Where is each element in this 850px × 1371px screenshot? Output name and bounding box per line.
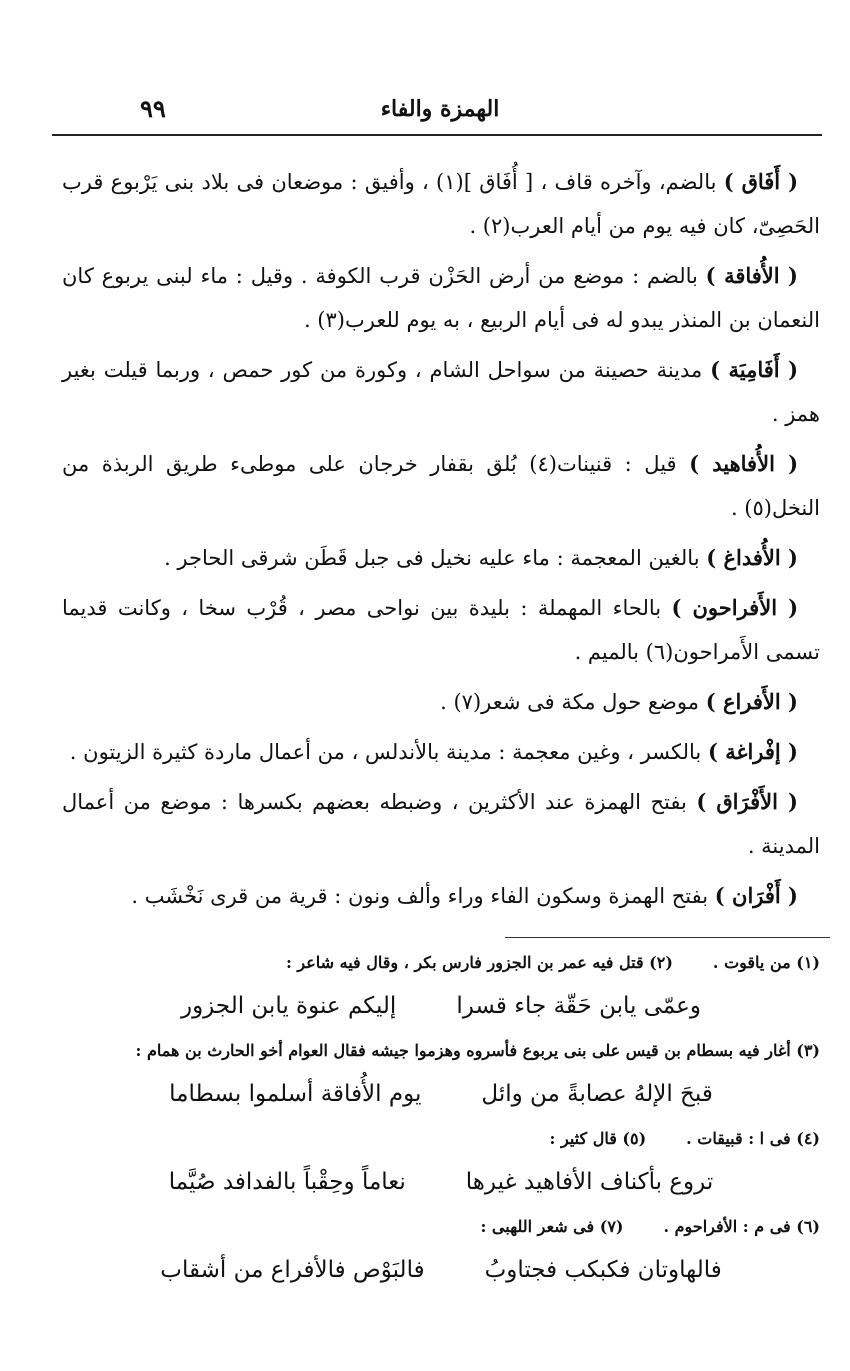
entry-text: مدينة حصينة من سواحل الشام ، وكورة من كور حمص ، وربما قيلت بغير همز . — [62, 358, 820, 426]
entry-headword: أَفَامِيَة — [728, 357, 780, 382]
footnote-4: (٤) فى ا : قبيقات . — [686, 1129, 820, 1148]
footnote-5: (٥) قال كثير : — [549, 1129, 647, 1148]
verse-hemistich: يوم الأُفاقة أسلموا بسطاما — [169, 1081, 422, 1107]
verse — [62, 980, 820, 1032]
verse-hemistich: إليكم عنوة يابن الجزور — [180, 993, 397, 1019]
verse-hemistich: فالبَوْص فالأفراع من أشقاب — [160, 1257, 425, 1283]
page-number: ٩٩ — [140, 94, 166, 123]
entry-text: قيل : قنينات(٤) بُلق بقفار خرجان على موطىء طريق الربذة من النخل(٥) . — [62, 452, 820, 520]
header-rule — [52, 134, 822, 136]
footnote-line — [62, 1126, 820, 1152]
footnote-rule — [505, 937, 830, 938]
verse-hemistich: فالهاوتان فكبكب فجتاوبُ — [484, 1257, 722, 1283]
page-title: الهمزة والفاء — [380, 96, 500, 122]
entries-body — [62, 160, 820, 924]
entry-text: بالضم، وآخره قاف ، [ أُفَاق ](١) ، وأفيق : موضعان فى بلاد بنى يَرْبوع قرب الحَصِىّ، كان فيه يوم من أيام العرب(٢) . — [62, 170, 820, 238]
entry-text: بالضم : موضع من أرض الحَزْن قرب الكوفة . وقيل : ماء لبنى يربوع كان النعمان بن المنذر يبدو له فى أيام الربيع ، به يوم للعرب(٣) . — [62, 264, 820, 332]
footnote-2: (٢) قتل فيه عمر بن الجزور فارس بكر ، وقال فيه شاعر : — [285, 953, 673, 972]
entry: ( الأَفْرَاق ) بفتح الهمزة عند الأكثرين ، وضبطه بعضهم بكسرها : موضع من أعمال المدينة . — [62, 789, 820, 858]
entry: ( الأَفراع ) موضع حول مكة فى شعر(٧) . — [440, 689, 798, 714]
entry-headword: الأُفداغ — [723, 545, 781, 570]
footnote-1: (١) من ياقوت . — [712, 953, 820, 972]
entry-headword: إفْراغة — [725, 739, 781, 764]
page-header — [60, 92, 820, 132]
entry-headword: أَفْرَان — [732, 883, 781, 908]
verse-hemistich: تروع بأكناف الأفاهيد غيرها — [465, 1169, 714, 1195]
entry: ( الأَفراحون ) بالحاء المهملة : بليدة بين نواحى مصر ، قُرْب سخا ، وكانت قديما تسمى الأَمراحون(٦) بالميم . — [62, 595, 820, 664]
entry-headword: أَفَاق — [741, 169, 781, 194]
entry-text: بالحاء المهملة : بليدة بين نواحى مصر ، قُرْب سخا ، وكانت قديما تسمى الأَمراحون(٦) بالميم . — [62, 596, 820, 664]
footnote-line — [62, 1214, 820, 1240]
entry: ( أَفَاق ) بالضم، وآخره قاف ، [ أُفَاق ](١) ، وأفيق : موضعان فى بلاد بنى يَرْبوع قرب الحَصِىّ، كان فيه يوم من أيام العرب(٢) . — [62, 169, 820, 238]
footnote-7: (٧) فى شعر اللهبى : — [480, 1217, 624, 1236]
entry-text: بفتح الهمزة وسكون الفاء وراء وألف ونون : قرية من قرى نَخْشَب . — [131, 884, 709, 908]
entry: ( إفْراغة ) بالكسر ، وغين معجمة : مدينة بالأندلس ، من أعمال ماردة كثيرة الزيتون . — [69, 739, 798, 764]
entry: ( الأُفداغ ) بالغين المعجمة : ماء عليه نخيل فى جبل قَطَن شرقى الحاجر . — [164, 545, 798, 570]
entry-headword: الأَفْرَاق — [716, 789, 778, 814]
entry: ( أَفْرَان ) بفتح الهمزة وسكون الفاء وراء وألف ونون : قرية من قرى نَخْشَب . — [131, 883, 798, 908]
verse-hemistich: قبحَ الإلهُ عصابةً من وائل — [481, 1081, 713, 1107]
entry-text: بالكسر ، وغين معجمة : مدينة بالأندلس ، من أعمال ماردة كثيرة الزيتون . — [69, 740, 702, 764]
entry-headword: الأَفراحون — [692, 595, 778, 620]
verse — [62, 1156, 820, 1208]
entry-headword: الأُفاهيد — [712, 451, 775, 476]
entry-text: بالغين المعجمة : ماء عليه نخيل فى جبل قَطَن شرقى الحاجر . — [164, 546, 700, 570]
entry: ( أَفَامِيَة ) مدينة حصينة من سواحل الشام ، وكورة من كور حمص ، وربما قيلت بغير همز . — [62, 357, 820, 426]
entry: ( الأُفاهيد ) قيل : قنينات(٤) بُلق بقفار خرجان على موطىء طريق الربذة من النخل(٥) . — [62, 451, 820, 520]
verse-hemistich: وعمّى يابن حَقّة جاء قسرا — [456, 993, 702, 1019]
entry-headword: الأُفاقة — [724, 263, 780, 288]
footnote-6: (٦) فى م : الأفراحوم . — [663, 1217, 820, 1236]
verse — [62, 1068, 820, 1120]
verse — [62, 1244, 820, 1296]
entry-text: بفتح الهمزة عند الأكثرين ، وضبطه بعضهم بكسرها : موضع من أعمال المدينة . — [62, 790, 820, 858]
entry-headword: الأَفراع — [722, 689, 781, 714]
footnotes — [62, 950, 820, 1302]
entry: ( الأُفاقة ) بالضم : موضع من أرض الحَزْن قرب الكوفة . وقيل : ماء لبنى يربوع كان النعمان بن المنذر يبدو له فى أيام الربيع ، به يوم للعرب(٣) . — [62, 263, 820, 332]
footnote-line — [62, 1038, 820, 1064]
entry-text: موضع حول مكة فى شعر(٧) . — [440, 690, 699, 714]
footnote-3: (٣) أغار فيه بسطام بن قيس على بنى يربوع فأسروه وهزموا جيشه فقال العوام أخو الحارث بن همام : — [135, 1041, 820, 1060]
footnote-line — [62, 950, 820, 976]
verse-hemistich: نعاماً وحِقْباً بالفدافد صُيَّما — [168, 1169, 406, 1195]
